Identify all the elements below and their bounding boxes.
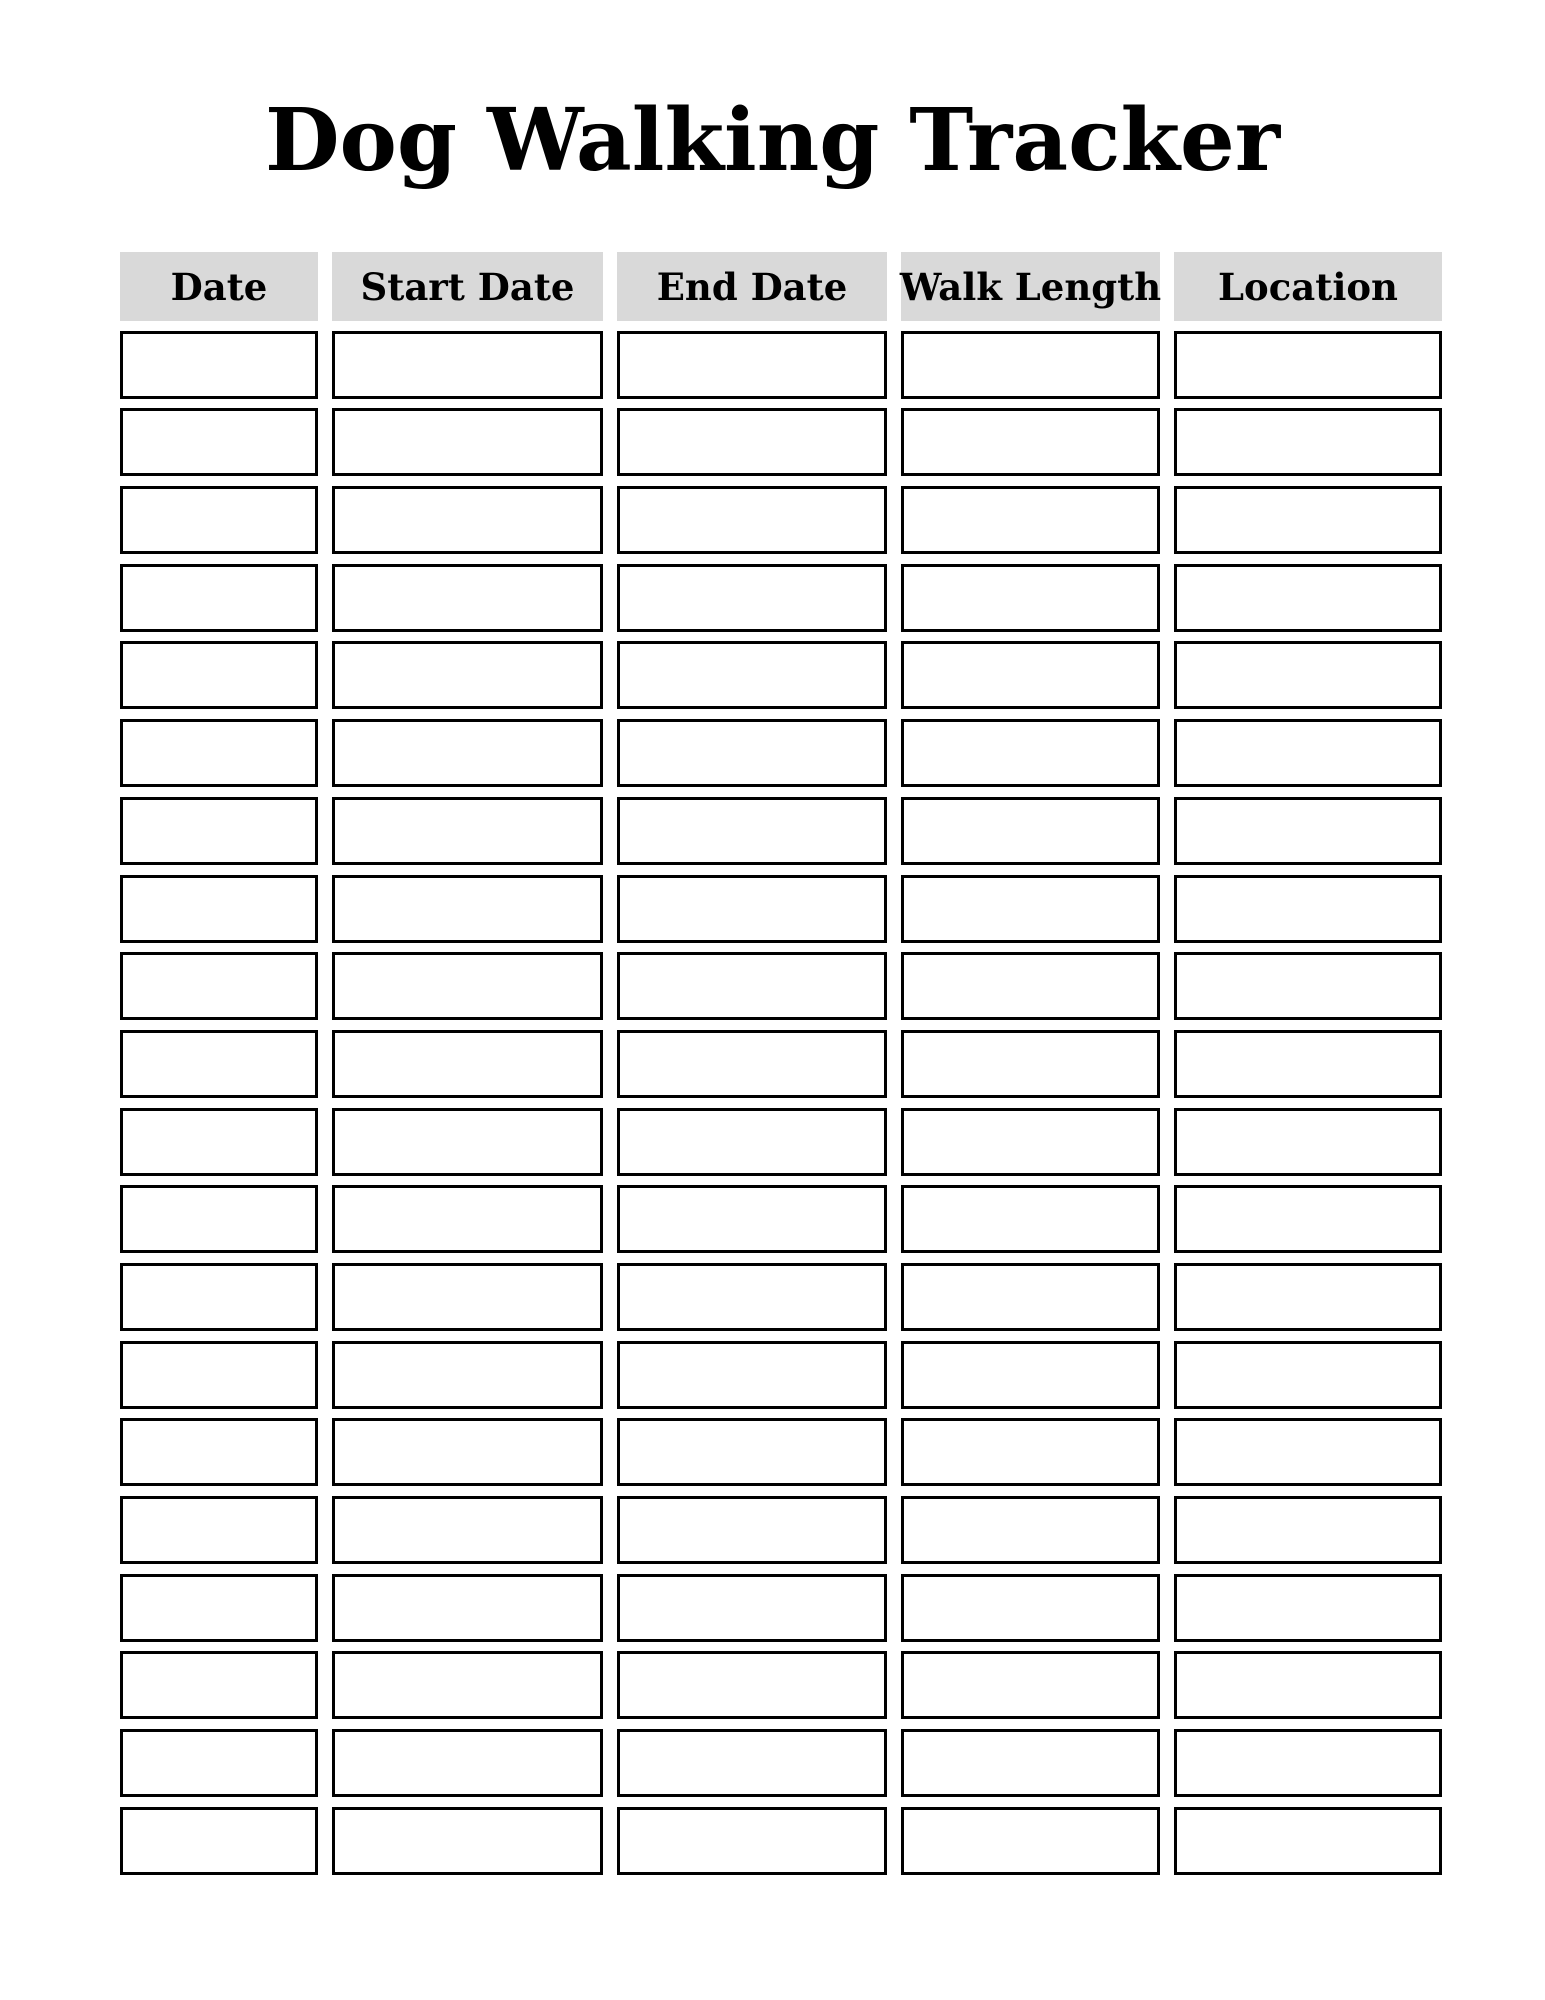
entry-cell-location-row-17[interactable] <box>1174 1574 1442 1642</box>
entry-cell-walk-length-row-20[interactable] <box>901 1807 1160 1875</box>
column-header-date: Date <box>120 252 318 321</box>
entry-cell-location-row-1[interactable] <box>1174 331 1442 399</box>
entry-cell-date-row-8[interactable] <box>120 875 318 943</box>
entry-cell-start-date-row-19[interactable] <box>332 1729 603 1797</box>
entry-cell-end-date-row-14[interactable] <box>617 1341 887 1409</box>
entry-cell-date-row-18[interactable] <box>120 1651 318 1719</box>
entry-cell-location-row-15[interactable] <box>1174 1418 1442 1486</box>
entry-cell-walk-length-row-8[interactable] <box>901 875 1160 943</box>
entry-cell-walk-length-row-5[interactable] <box>901 641 1160 709</box>
entry-cell-date-row-4[interactable] <box>120 564 318 632</box>
entry-cell-walk-length-row-18[interactable] <box>901 1651 1160 1719</box>
entry-cell-location-row-20[interactable] <box>1174 1807 1442 1875</box>
entry-cell-date-row-12[interactable] <box>120 1185 318 1253</box>
entry-cell-walk-length-row-14[interactable] <box>901 1341 1160 1409</box>
entry-cell-location-row-10[interactable] <box>1174 1030 1442 1098</box>
entry-cell-start-date-row-11[interactable] <box>332 1108 603 1176</box>
entry-cell-start-date-row-8[interactable] <box>332 875 603 943</box>
entry-cell-end-date-row-8[interactable] <box>617 875 887 943</box>
entry-cell-end-date-row-20[interactable] <box>617 1807 887 1875</box>
entry-cell-walk-length-row-15[interactable] <box>901 1418 1160 1486</box>
entry-cell-start-date-row-6[interactable] <box>332 719 603 787</box>
entry-cell-walk-length-row-6[interactable] <box>901 719 1160 787</box>
entry-cell-location-row-8[interactable] <box>1174 875 1442 943</box>
entry-cell-end-date-row-17[interactable] <box>617 1574 887 1642</box>
entry-cell-location-row-16[interactable] <box>1174 1496 1442 1564</box>
entry-cell-end-date-row-3[interactable] <box>617 486 887 554</box>
entry-cell-location-row-4[interactable] <box>1174 564 1442 632</box>
entry-cell-date-row-16[interactable] <box>120 1496 318 1564</box>
entry-cell-date-row-3[interactable] <box>120 486 318 554</box>
entry-cell-start-date-row-17[interactable] <box>332 1574 603 1642</box>
entry-cell-location-row-12[interactable] <box>1174 1185 1442 1253</box>
column-header-location: Location <box>1174 252 1442 321</box>
entry-cell-end-date-row-1[interactable] <box>617 331 887 399</box>
entry-cell-end-date-row-10[interactable] <box>617 1030 887 1098</box>
entry-cell-date-row-9[interactable] <box>120 952 318 1020</box>
entry-cell-end-date-row-2[interactable] <box>617 408 887 476</box>
entry-cell-location-row-3[interactable] <box>1174 486 1442 554</box>
entry-cell-start-date-row-12[interactable] <box>332 1185 603 1253</box>
entry-cell-location-row-5[interactable] <box>1174 641 1442 709</box>
entry-cell-location-row-11[interactable] <box>1174 1108 1442 1176</box>
entry-cell-walk-length-row-4[interactable] <box>901 564 1160 632</box>
entry-cell-start-date-row-9[interactable] <box>332 952 603 1020</box>
entry-cell-date-row-1[interactable] <box>120 331 318 399</box>
entry-cell-date-row-14[interactable] <box>120 1341 318 1409</box>
entry-cell-date-row-13[interactable] <box>120 1263 318 1331</box>
entry-cell-date-row-20[interactable] <box>120 1807 318 1875</box>
entry-cell-walk-length-row-13[interactable] <box>901 1263 1160 1331</box>
entry-cell-end-date-row-4[interactable] <box>617 564 887 632</box>
entry-cell-walk-length-row-19[interactable] <box>901 1729 1160 1797</box>
entry-cell-walk-length-row-17[interactable] <box>901 1574 1160 1642</box>
entry-cell-end-date-row-16[interactable] <box>617 1496 887 1564</box>
entry-cell-start-date-row-15[interactable] <box>332 1418 603 1486</box>
entry-cell-location-row-13[interactable] <box>1174 1263 1442 1331</box>
entry-cell-date-row-19[interactable] <box>120 1729 318 1797</box>
entry-cell-start-date-row-20[interactable] <box>332 1807 603 1875</box>
entry-cell-end-date-row-5[interactable] <box>617 641 887 709</box>
entry-cell-location-row-7[interactable] <box>1174 797 1442 865</box>
column-header-end-date: End Date <box>617 252 887 321</box>
entry-cell-start-date-row-2[interactable] <box>332 408 603 476</box>
entry-cell-walk-length-row-10[interactable] <box>901 1030 1160 1098</box>
entry-cell-end-date-row-6[interactable] <box>617 719 887 787</box>
entry-cell-walk-length-row-3[interactable] <box>901 486 1160 554</box>
entry-cell-end-date-row-13[interactable] <box>617 1263 887 1331</box>
entry-cell-end-date-row-18[interactable] <box>617 1651 887 1719</box>
entry-cell-start-date-row-4[interactable] <box>332 564 603 632</box>
entry-cell-end-date-row-15[interactable] <box>617 1418 887 1486</box>
entry-cell-date-row-10[interactable] <box>120 1030 318 1098</box>
entry-cell-walk-length-row-2[interactable] <box>901 408 1160 476</box>
entry-cell-start-date-row-5[interactable] <box>332 641 603 709</box>
column-header-start-date: Start Date <box>332 252 603 321</box>
entry-cell-start-date-row-3[interactable] <box>332 486 603 554</box>
entry-cell-start-date-row-18[interactable] <box>332 1651 603 1719</box>
entry-cell-walk-length-row-11[interactable] <box>901 1108 1160 1176</box>
entry-cell-date-row-6[interactable] <box>120 719 318 787</box>
entry-cell-start-date-row-14[interactable] <box>332 1341 603 1409</box>
entry-cell-start-date-row-13[interactable] <box>332 1263 603 1331</box>
entry-cell-walk-length-row-7[interactable] <box>901 797 1160 865</box>
tracker-table <box>120 252 1442 1875</box>
entry-cell-date-row-11[interactable] <box>120 1108 318 1176</box>
entry-cell-start-date-row-1[interactable] <box>332 331 603 399</box>
entry-cell-date-row-17[interactable] <box>120 1574 318 1642</box>
entry-cell-walk-length-row-12[interactable] <box>901 1185 1160 1253</box>
entry-cell-walk-length-row-9[interactable] <box>901 952 1160 1020</box>
entry-cell-location-row-19[interactable] <box>1174 1729 1442 1797</box>
entry-cell-start-date-row-16[interactable] <box>332 1496 603 1564</box>
entry-cell-walk-length-row-1[interactable] <box>901 331 1160 399</box>
entry-cell-location-row-2[interactable] <box>1174 408 1442 476</box>
entry-cell-end-date-row-11[interactable] <box>617 1108 887 1176</box>
entry-cell-date-row-15[interactable] <box>120 1418 318 1486</box>
page-title: Dog Walking Tracker <box>264 90 1281 191</box>
entry-cell-location-row-14[interactable] <box>1174 1341 1442 1409</box>
entry-cell-location-row-6[interactable] <box>1174 719 1442 787</box>
entry-cell-end-date-row-12[interactable] <box>617 1185 887 1253</box>
column-header-walk-length: Walk Length <box>901 252 1160 321</box>
entry-cell-walk-length-row-16[interactable] <box>901 1496 1160 1564</box>
entry-cell-date-row-2[interactable] <box>120 408 318 476</box>
entry-cell-start-date-row-10[interactable] <box>332 1030 603 1098</box>
entry-cell-end-date-row-7[interactable] <box>617 797 887 865</box>
entry-cell-date-row-5[interactable] <box>120 641 318 709</box>
entry-cell-date-row-7[interactable] <box>120 797 318 865</box>
entry-cell-location-row-9[interactable] <box>1174 952 1442 1020</box>
entry-cell-end-date-row-19[interactable] <box>617 1729 887 1797</box>
entry-cell-location-row-18[interactable] <box>1174 1651 1442 1719</box>
entry-cell-start-date-row-7[interactable] <box>332 797 603 865</box>
entry-cell-end-date-row-9[interactable] <box>617 952 887 1020</box>
